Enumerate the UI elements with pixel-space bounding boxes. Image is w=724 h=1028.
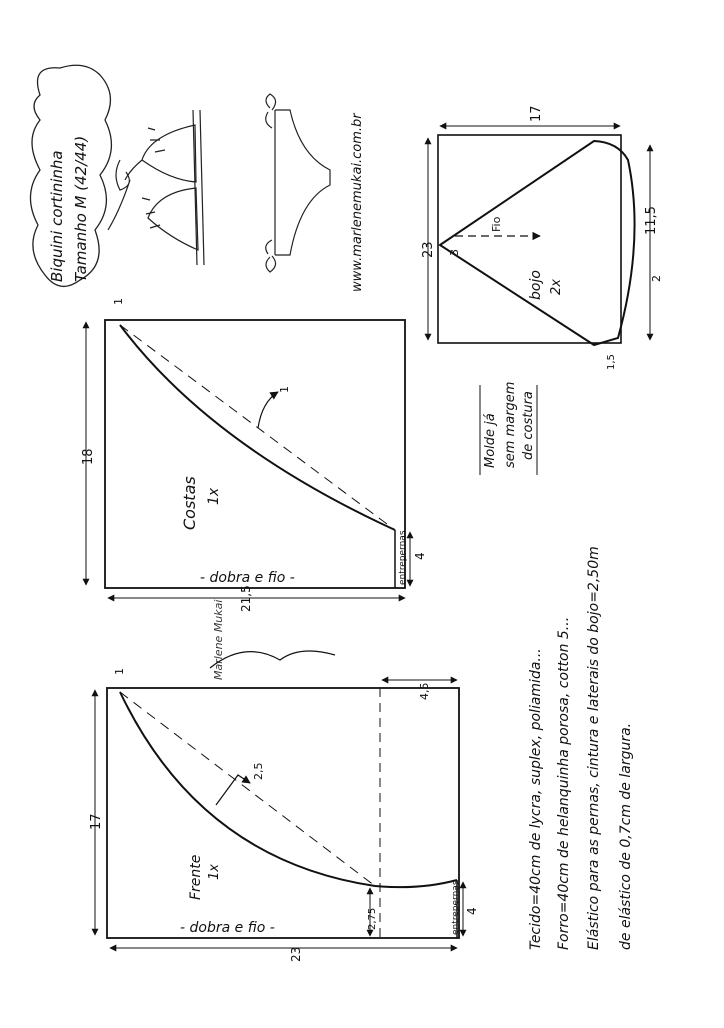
title-line2: Tamanho M (42/44) [72,135,90,282]
costas-dim-width: 21,5 [239,585,253,612]
bojo-dim-left: 23 [421,241,436,258]
bojo-grain-label: Fio [490,216,503,232]
note-line1: Molde já [483,413,498,468]
costas-dim-height: 18 [81,448,96,465]
costas-dim-crotch: 4 [413,552,427,560]
frente-dim-width: 23 [289,946,303,962]
signature-block [210,600,335,680]
frente-curve [120,692,457,887]
materials-line4: de elástico de 0,7cm de largura. [618,722,634,950]
materials-line1: Tecido=40cm de lycra, suplex, poliamida... [528,648,544,950]
materials-line3: Elástico para as pernas, cintura e laterais do bojo=2,50m [586,546,602,950]
frente-crotch: entrepernas [451,880,461,935]
frente-fold: - dobra e fio - [180,920,275,936]
signature: Marlene Mukai [212,599,225,680]
frente-dim-curve: 2,5 [252,762,265,780]
frente-dim-low: 2,75 [367,907,378,930]
bojo-count: 2x [549,279,564,295]
frente-count: 1x [207,864,222,880]
title-line1: Biquini cortininha [48,150,66,282]
bojo-outline [440,141,635,345]
note-line3: de costura [521,391,536,460]
title-cloud [30,65,111,286]
website: www.marlenemukai.com.br [350,113,365,292]
bojo-piece [421,105,663,370]
costas-dim-curve: 1 [278,386,291,393]
costas-fold: - dobra e fio - [200,570,295,586]
bojo-dim-top: 17 [529,105,544,122]
bikini-bottom-illustration [266,94,330,272]
costas-label: Costas [180,476,199,530]
costas-dim-corner: 1 [112,298,125,305]
frente-dim-crotch: 4 [465,907,479,915]
materials-block [528,546,634,950]
bojo-dim-small-left: 3 [448,249,461,256]
bojo-dim-curve: 2 [650,275,663,282]
bojo-dim-bottom-small: 1,5 [606,354,617,370]
costas-crotch: entrepernas [398,530,408,585]
frente-piece [89,668,479,962]
header-block [30,65,365,292]
costas-piece [81,298,427,612]
materials-line2: Forro=40cm de helanquinha porosa, cotton 5... [556,616,572,950]
frente-diagonal [120,692,375,886]
bojo-dim-right: 11,5 [644,206,659,235]
bikini-top-illustration [108,110,204,265]
frente-dim-side: 4,5 [418,682,431,700]
bojo-label: bojo [528,270,544,300]
note-line2: sem margem [503,381,518,468]
costas-count: 1x [206,487,222,505]
frente-label: Frente [188,854,204,900]
seam-note [480,382,537,475]
frente-dim-height: 17 [89,813,104,830]
frente-dim-corner: 1 [113,668,126,675]
frente-frame [107,688,459,938]
bojo-frame [438,135,621,343]
